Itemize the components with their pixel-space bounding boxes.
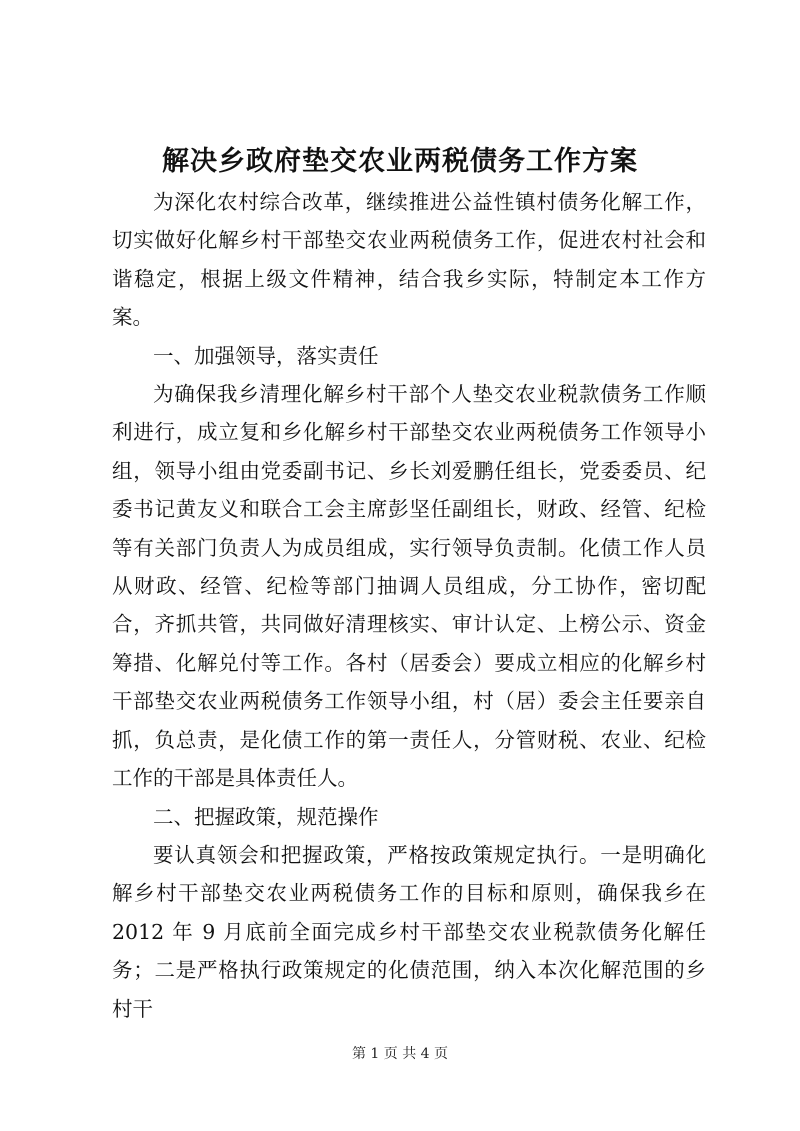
- intro-paragraph: 为深化农村综合改革，继续推进公益性镇村债务化解工作，切实做好化解乡村干部垫交农业两税债务工作，促进农村社会和谐稳定，根据上级文件精神，结合我乡实际，特制定本工作方案。: [112, 190, 706, 330]
- document-body: [112, 183, 706, 1028]
- section-heading-2: 二、把握政策，规范操作: [153, 804, 379, 829]
- document-title: 解决乡政府垫交农业两税债务工作方案: [162, 146, 638, 177]
- section-2-paragraph: 要认真领会和把握政策，严格按政策规定执行。一是明确化解乡村干部垫交农业两税债务工作的目标和原则，确保我乡在2012 年 9 月底前全面完成乡村干部垫交农业税款债务化解任务；二是严格执行政策规定的化债范围，纳入本次化解范围的乡村干: [112, 842, 706, 1021]
- page-number-footer: 第 1 页 共 4 页: [351, 1046, 449, 1062]
- section-1-paragraph: 为确保我乡清理化解乡村干部个人垫交农业税款债务工作顺利进行，成立复和乡化解乡村干部垫交农业两税债务工作领导小组，领导小组由党委副书记、乡长刘爱鹏任组长，党委委员、纪委书记黄友义和联合工会主席彭坚任副组长，财政、经管、纪检等有关部门负责人为成员组成，实行领导负责制。化债工作人员从财政、经管、纪检等部门抽调人员组成，分工协作，密切配合，齐抓共管，共同做好清理核实、审计认定、上榜公示、资金筹措、化解兑付等工作。各村（居委会）要成立相应的化解乡村干部垫交农业两税债务工作领导小组，村（居）委会主任要亲自抓，负总责，是化债工作的第一责任人，分管财税、农业、纪检工作的干部是具体责任人。: [112, 382, 706, 791]
- section-heading-1: 一、加强领导，落实责任: [153, 343, 379, 368]
